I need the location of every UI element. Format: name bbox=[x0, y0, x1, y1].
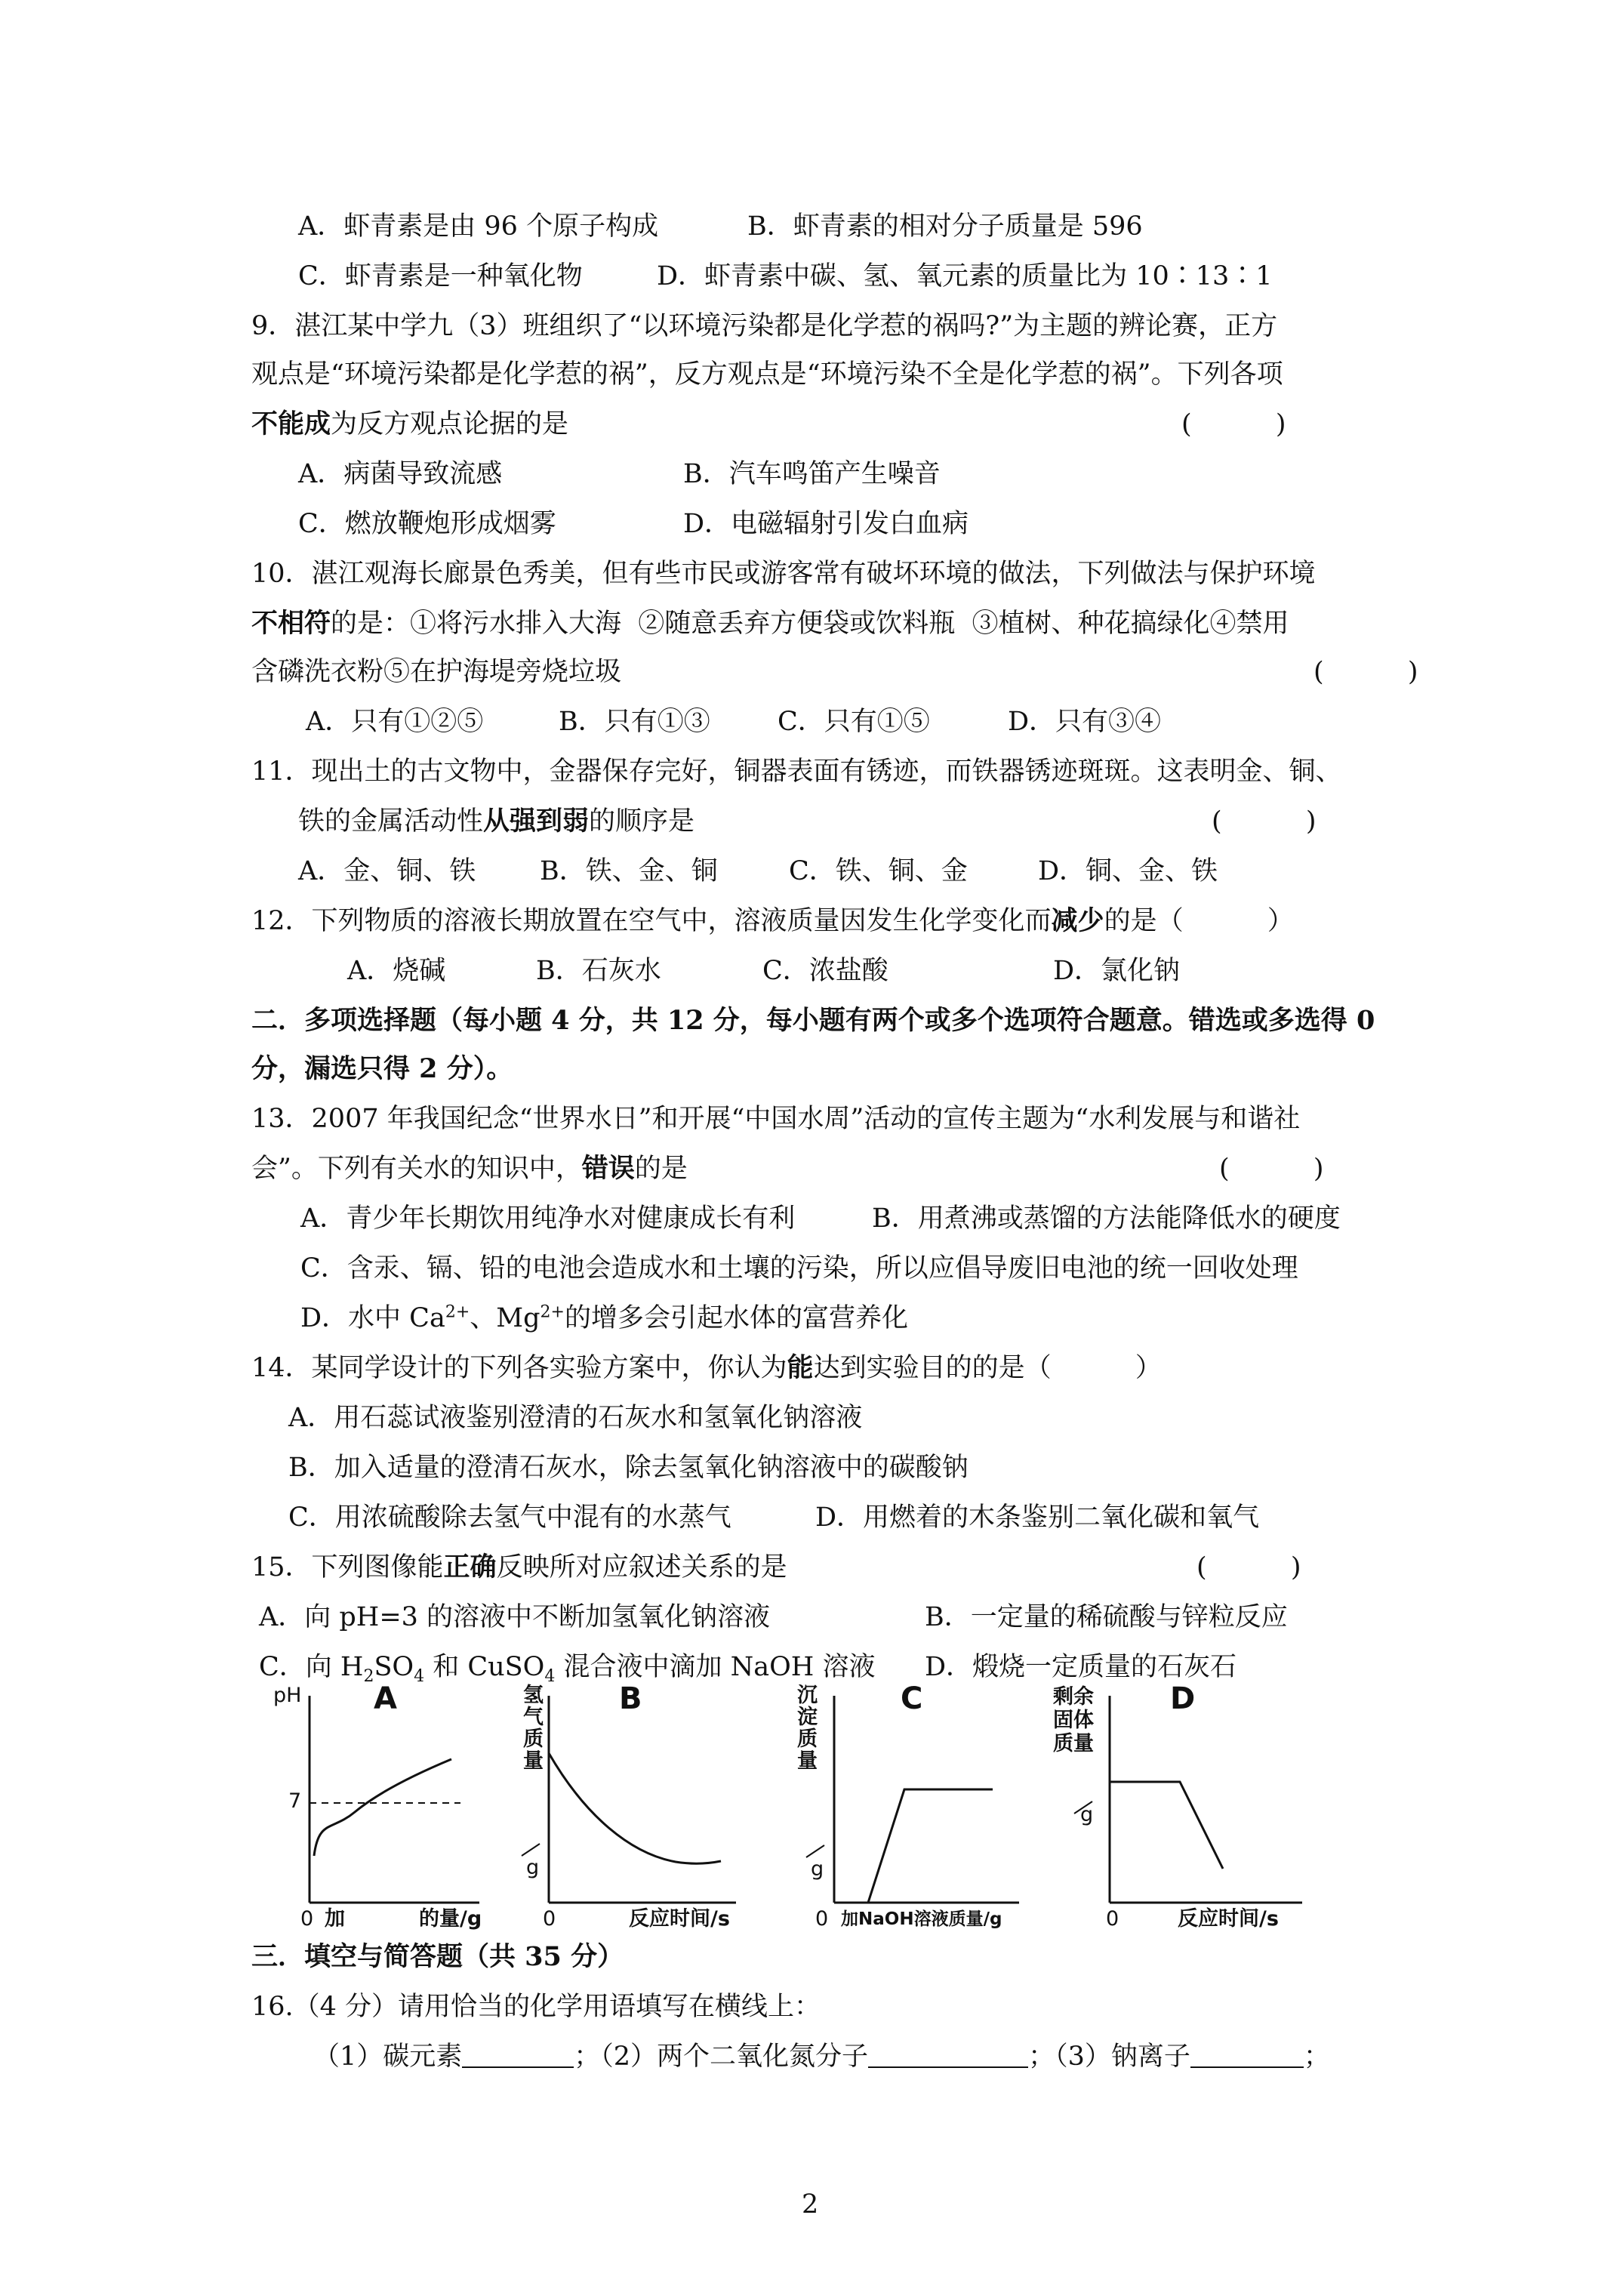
graph-b bbox=[517, 1681, 766, 1933]
q16-blank-2[interactable] bbox=[868, 2041, 1028, 2068]
section2-heading-line1: 二．多项选择题（每小题 4 分，共 12 分，每小题有两个或多个选项符合题意。错选或多选得 0 bbox=[251, 1005, 1375, 1036]
graph-c bbox=[778, 1681, 1042, 1933]
q16-part1-label: （1）碳元素 bbox=[313, 2042, 463, 2072]
q15-emphasis: 正确 bbox=[443, 1552, 497, 1583]
q9-stem-line3 bbox=[251, 408, 568, 441]
q10-stem-rest: 的是：①将污水排入大海 ②随意丢弃方便袋或饮料瓶 ③植树、种花搞绿化④禁用 bbox=[331, 609, 1289, 639]
q13-emphasis: 错误 bbox=[581, 1153, 635, 1184]
q12-stem-pre: 12．下列物质的溶液长期放置在空气中，溶液质量因发生化学变化而 bbox=[251, 906, 1052, 936]
q10-option-b: B．只有①③ bbox=[559, 707, 710, 737]
page-number: 2 bbox=[802, 2190, 819, 2220]
q12-option-c: C．浓盐酸 bbox=[762, 956, 888, 986]
graph-d-ylabel-text: 剩余固体质量 bbox=[1053, 1685, 1094, 1755]
q15-c-sub3: 4 bbox=[544, 1667, 556, 1686]
q15-c-sub2: 4 bbox=[414, 1667, 425, 1686]
graph-c-plot bbox=[778, 1681, 1042, 1933]
q16-stem: 16.（4 分）请用恰当的化学用语填写在横线上： bbox=[251, 1992, 821, 2022]
graph-b-unit-slash bbox=[522, 1844, 540, 1856]
q14-option-d: D．用燃着的木条鉴别二氧化碳和氧气 bbox=[815, 1502, 1260, 1533]
graph-a bbox=[272, 1681, 521, 1933]
graph-c-letter: C bbox=[901, 1681, 923, 1716]
q16-part3-label: ；（3）钠离子 bbox=[1028, 2042, 1190, 2072]
q13-stem-pre: 会”。下列有关水的知识中， bbox=[251, 1154, 582, 1184]
q14-stem-post: 达到实验目的的是（ ） bbox=[813, 1353, 1162, 1383]
q13-stem-post: 的是 bbox=[634, 1154, 688, 1184]
q10-answer-paren: ( ) bbox=[1313, 657, 1418, 687]
graph-d-ylabel bbox=[1053, 1685, 1095, 1755]
q11-option-b: B．铁、金、铜 bbox=[540, 856, 718, 886]
graph-c-unit-slash bbox=[806, 1845, 824, 1857]
q13-d-charge2: 2+ bbox=[540, 1302, 565, 1322]
graph-d-letter: D bbox=[1170, 1681, 1196, 1716]
q15-c-text3: 和 CuSO bbox=[424, 1652, 545, 1682]
q11-emphasis: 从强到弱 bbox=[483, 806, 590, 837]
q13-d-text2: 、Mg bbox=[470, 1303, 540, 1333]
q14-option-b: B．加入适量的澄清石灰水，除去氢氧化钠溶液中的碳酸钠 bbox=[288, 1453, 969, 1483]
q10-option-a: A．只有①②⑤ bbox=[306, 707, 484, 737]
q9-stem-line2: 观点是“环境污染都是化学惹的祸”，反方观点是“环境污染不全是化学惹的祸”。下列各项 bbox=[251, 359, 1283, 390]
q12-stem-post: 的是（ ） bbox=[1104, 906, 1294, 936]
graph-a-plot bbox=[272, 1681, 521, 1933]
q10-stem-line1: 10．湛江观海长廊景色秀美，但有些市民或游客常有破坏环境的做法，下列做法与保护环境 bbox=[251, 559, 1316, 589]
graph-b-curve bbox=[549, 1753, 721, 1863]
graph-a-xlabel-right: 的量/g bbox=[419, 1907, 482, 1931]
q15-option-b: B．一定量的稀硫酸与锌粒反应 bbox=[925, 1602, 1288, 1632]
q11-stem-pre: 铁的金属活动性 bbox=[298, 806, 484, 837]
graph-c-curve bbox=[834, 1789, 993, 1903]
q15-option-d: D．煅烧一定质量的石灰石 bbox=[925, 1652, 1237, 1682]
q9-stem-line1: 9．湛江某中学九（3）班组织了“以环境污染都是化学惹的祸吗?”为主题的辨论赛，正方 bbox=[251, 311, 1278, 341]
q10-emphasis: 不相符 bbox=[251, 608, 331, 639]
q16-blank-1[interactable] bbox=[462, 2041, 574, 2068]
graph-c-unit: g bbox=[811, 1857, 824, 1881]
q13-d-text1: D．水中 Ca bbox=[300, 1303, 445, 1333]
graph-b-xlabel: 反应时间/s bbox=[629, 1907, 730, 1931]
q14-option-c: C．用浓硫酸除去氢气中混有的水蒸气 bbox=[288, 1502, 731, 1533]
q14-stem-pre: 14．某同学设计的下列各实验方案中，你认为 bbox=[251, 1353, 787, 1383]
q13-d-text3: 的增多会引起水体的富营养化 bbox=[564, 1303, 908, 1333]
q13-stem-line2 bbox=[251, 1152, 688, 1185]
q11-answer-paren: ( ) bbox=[1212, 806, 1317, 837]
q15-stem bbox=[251, 1551, 787, 1584]
graph-b-origin: 0 bbox=[543, 1907, 556, 1931]
q13-answer-paren: ( ) bbox=[1219, 1154, 1324, 1184]
q14-option-a: A．用石蕊试液鉴别澄清的石灰水和氢氧化钠溶液 bbox=[288, 1403, 863, 1433]
graph-c-origin: 0 bbox=[815, 1907, 829, 1931]
q11-option-a: A．金、铜、铁 bbox=[298, 856, 476, 886]
q13-option-a: A．青少年长期饮用纯净水对健康成长有利 bbox=[300, 1203, 796, 1234]
q10-stem-line3: 含磷洗衣粉⑤在护海堤旁烧垃圾 bbox=[251, 657, 622, 687]
graph-a-ylabel: pH bbox=[273, 1684, 302, 1707]
graph-d bbox=[1053, 1681, 1317, 1933]
q16-end-mark: ； bbox=[1303, 2042, 1330, 2072]
q11-stem-post: 的顺序是 bbox=[589, 806, 695, 837]
graph-a-curve bbox=[314, 1759, 451, 1856]
graph-b-unit: g bbox=[526, 1856, 540, 1879]
q8-option-c: C．虾青素是一种氧化物 bbox=[298, 261, 583, 291]
graph-b-plot bbox=[517, 1681, 766, 1933]
q8-option-d: D．虾青素中碳、氢、氧元素的质量比为 10∶13∶1 bbox=[657, 261, 1273, 291]
q15-answer-paren: ( ) bbox=[1196, 1552, 1301, 1583]
q11-stem-line1: 11．现出土的古文物中，金器保存完好，铜器表面有锈迹，而铁器锈迹斑斑。这表明金、铜、 bbox=[251, 757, 1342, 787]
q13-option-c: C．含汞、镉、铅的电池会造成水和土壤的污染，所以应倡导废旧电池的统一回收处理 bbox=[300, 1253, 1298, 1284]
q12-option-a: A．烧碱 bbox=[347, 956, 446, 986]
q10-option-c: C．只有①⑤ bbox=[778, 707, 930, 737]
q15-c-sub1: 2 bbox=[363, 1667, 374, 1686]
graph-c-xlabel: 加NaOH溶液质量/g bbox=[841, 1909, 1002, 1929]
q9-answer-paren: ( ) bbox=[1181, 409, 1286, 439]
q15-stem-pre: 15．下列图像能 bbox=[251, 1552, 444, 1583]
graph-d-curve bbox=[1110, 1782, 1223, 1869]
graph-a-letter: A bbox=[374, 1681, 397, 1716]
q9-emphasis: 不能成 bbox=[251, 408, 331, 439]
q11-option-c: C．铁、铜、金 bbox=[789, 856, 968, 886]
q9-option-c: C．燃放鞭炮形成烟雾 bbox=[298, 509, 556, 539]
q16-parts bbox=[313, 2040, 1330, 2073]
q8-option-a: A．虾青素是由 96 个原子构成 bbox=[298, 211, 659, 242]
q9-option-d: D．电磁辐射引发白血病 bbox=[683, 509, 969, 539]
q12-stem bbox=[251, 905, 1294, 938]
q15-stem-post: 反映所对应叙述关系的是 bbox=[496, 1552, 787, 1583]
q15-option-a: A．向 pH=3 的溶液中不断加氢氧化钠溶液 bbox=[259, 1602, 771, 1632]
graph-a-xlabel-left: 加 bbox=[325, 1907, 345, 1931]
graph-b-letter: B bbox=[619, 1681, 642, 1716]
q13-stem-line1: 13．2007 年我国纪念“世界水日”和开展“中国水周”活动的宣传主题为“水利发展与和谐社 bbox=[251, 1104, 1301, 1134]
q10-stem-line2 bbox=[251, 607, 1289, 640]
q9-stem-rest: 为反方观点论据的是 bbox=[331, 409, 569, 439]
q14-emphasis: 能 bbox=[787, 1352, 814, 1383]
q12-option-d: D．氯化钠 bbox=[1053, 956, 1181, 986]
q16-part2-label: ；（2）两个二氧化氮分子 bbox=[574, 2042, 869, 2072]
q15-c-text2: SO bbox=[374, 1652, 414, 1682]
q10-option-d: D．只有③④ bbox=[1008, 707, 1162, 737]
q11-stem-line2 bbox=[298, 805, 694, 838]
q13-d-charge1: 2+ bbox=[445, 1302, 470, 1322]
graph-d-xlabel: 反应时间/s bbox=[1178, 1907, 1279, 1931]
q9-option-b: B．汽车鸣笛产生噪音 bbox=[683, 459, 941, 489]
q12-option-b: B．石灰水 bbox=[536, 956, 661, 986]
q15-c-text1: C．向 H bbox=[259, 1652, 364, 1682]
q15-c-text4: 混合液中滴加 NaOH 溶液 bbox=[555, 1652, 876, 1682]
graph-b-ylabel: 氢气质量 bbox=[519, 1684, 543, 1771]
q9-option-a: A．病菌导致流感 bbox=[298, 459, 503, 489]
q16-blank-3[interactable] bbox=[1190, 2041, 1304, 2068]
graph-d-unit: g bbox=[1080, 1803, 1094, 1826]
q15-option-c bbox=[259, 1650, 875, 1684]
graph-a-ref-label: 7 bbox=[288, 1789, 302, 1813]
q13-option-d bbox=[300, 1302, 908, 1335]
section2-heading-line2: 分，漏选只得 2 分）。 bbox=[251, 1053, 513, 1084]
graph-a-origin: 0 bbox=[300, 1907, 314, 1931]
graph-c-ylabel: 沉淀质量 bbox=[793, 1684, 817, 1771]
q12-emphasis: 减少 bbox=[1051, 905, 1104, 936]
q8-option-b: B．虾青素的相对分子质量是 596 bbox=[747, 211, 1143, 242]
graph-d-origin: 0 bbox=[1106, 1907, 1119, 1931]
q13-option-b: B．用煮沸或蒸馏的方法能降低水的硬度 bbox=[872, 1203, 1341, 1234]
q11-option-d: D．铜、金、铁 bbox=[1038, 856, 1218, 886]
q14-stem bbox=[251, 1351, 1162, 1385]
section3-heading: 三．填空与简答题（共 35 分） bbox=[251, 1941, 624, 1972]
